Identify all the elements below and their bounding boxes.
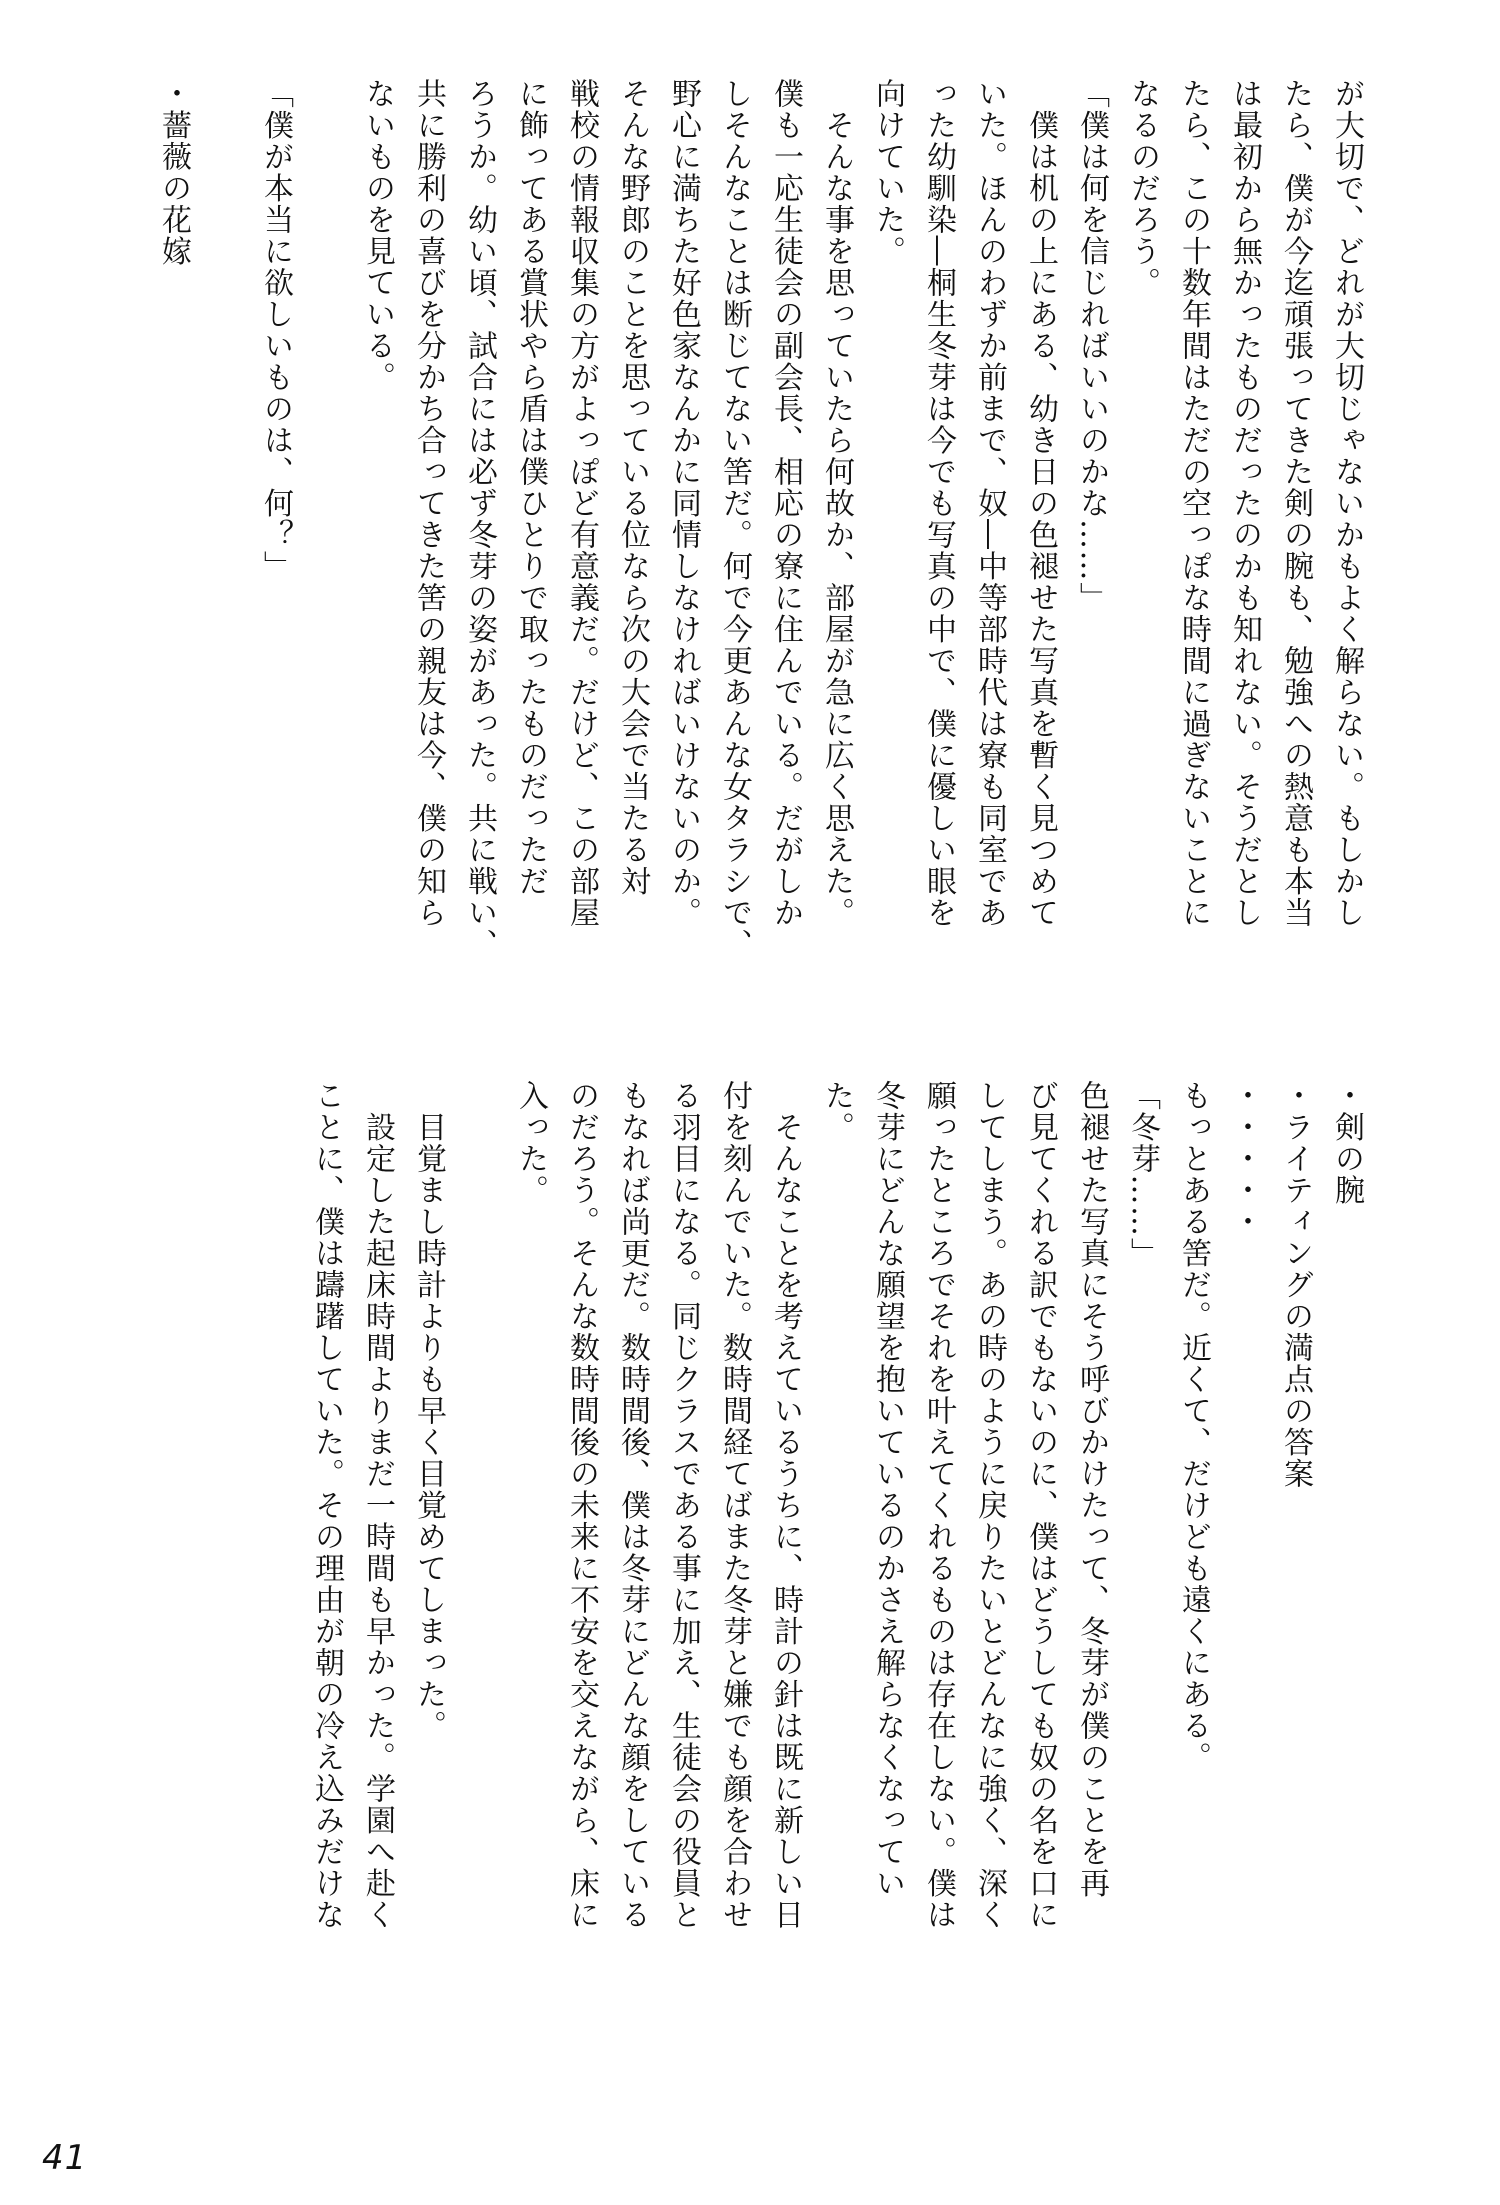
text-column: してしまう。あの時のように戻りたいとどんなに強く、深く <box>972 1080 1007 1931</box>
text-column: が大切で、どれが大切じゃないかもよく解らない。もしかし <box>1329 78 1364 929</box>
text-column: いた。ほんのわずか前まで、奴―中等部時代は寮も同室であ <box>972 78 1007 929</box>
text-column: 設定した起床時間よりまだ一時間も早かった。学園へ赴く <box>360 1080 395 1931</box>
text-column: そんなことを考えているうちに、時計の針は既に新しい日 <box>768 1080 803 1931</box>
text-column: 色褪せた写真にそう呼びかけたって、冬芽が僕のことを再 <box>1074 1080 1109 1899</box>
text-column: 入った。 <box>513 1080 548 1206</box>
text-column: た。 <box>819 1080 854 1143</box>
page-number: 41 <box>42 2138 88 2178</box>
text-column: 向けていた。 <box>870 78 905 267</box>
text-column: 願ったところでそれを叶えてくれるものは存在しない。僕は <box>921 1080 956 1931</box>
text-column <box>454 1080 505 1995</box>
text-column: 付を刻んでいた。数時間経てばまた冬芽と嫌でも顔を合わせ <box>717 1080 752 1931</box>
text-column: 僕は机の上にある、幼き日の色褪せた写真を暫く見つめて <box>1023 78 1058 929</box>
text-block-bottom <box>132 1080 1372 1995</box>
text-column: そんな事を思っていたら何故か、部屋が急に広く思えた。 <box>819 78 854 929</box>
text-column: 戦校の情報収集の方がよっぽど有意義だ。だけど、この部屋 <box>564 78 599 929</box>
text-column: たら、この十数年間はただの空っぽな時間に過ぎないことに <box>1176 78 1211 929</box>
text-column: そんな野郎のことを思っている位なら次の大会で当たる対 <box>615 78 650 897</box>
text-column: もっとある筈だ。近くて、だけども遠くにある。 <box>1176 1080 1211 1773</box>
text-column: に飾ってある賞状やら盾は僕ひとりで取ったものだっただ <box>513 78 548 897</box>
text-column: ろうか。幼い頃、試合には必ず冬芽の姿があった。共に戦い、 <box>462 78 497 960</box>
text-column: 僕も一応生徒会の副会長、相応の寮に住んでいる。だがしか <box>768 78 803 929</box>
text-column: ないものを見ている。 <box>360 78 395 393</box>
text-column: のだろう。そんな数時間後の未来に不安を交えながら、床に <box>564 1080 599 1931</box>
text-column: は最初から無かったものだったのかも知れない。そうだとし <box>1227 78 1262 929</box>
text-column: る羽目になる。同じクラスである事に加え、生徒会の役員と <box>666 1080 701 1931</box>
text-column: び見てくれる訳でもないのに、僕はどうしても奴の名を口に <box>1023 1080 1058 1931</box>
text-column: しそんなことは断じてない筈だ。何で今更あんな女タラシで、 <box>717 78 752 960</box>
text-column: 目覚まし時計よりも早く目覚めてしまった。 <box>411 1080 446 1742</box>
text-block-top <box>132 78 1372 993</box>
text-column: った幼馴染―桐生冬芽は今でも写真の中で、僕に優しい眼を <box>921 78 956 929</box>
text-column: なるのだろう。 <box>1125 78 1160 299</box>
text-column: ・剣の腕 <box>1329 1080 1364 1206</box>
text-column: ・・・・・ <box>1227 1080 1262 1238</box>
text-column: もなれば尚更だ。数時間後、僕は冬芽にどんな顔をしている <box>615 1080 650 1931</box>
text-column: ことに、僕は躊躇していた。その理由が朝の冷え込みだけな <box>309 1080 344 1931</box>
text-column: たら、僕が今迄頑張ってきた剣の腕も、勉強への熱意も本当 <box>1278 78 1313 929</box>
text-column: 野心に満ちた好色家なんかに同情しなければいけないのか。 <box>666 78 701 929</box>
text-column: 共に勝利の喜びを分かち合ってきた筈の親友は今、僕の知ら <box>411 78 446 929</box>
text-column: 「僕は何を信じればいいのかな……」 <box>1074 78 1109 614</box>
text-column: ・薔薇の花嫁 <box>156 78 191 267</box>
text-column: 「冬芽……」 <box>1125 1080 1160 1269</box>
text-column: 冬芽にどんな願望を抱いているのかさえ解らなくなってい <box>870 1080 905 1899</box>
text-column: 「僕が本当に欲しいものは、何？」 <box>258 78 293 582</box>
text-column <box>199 78 250 993</box>
text-column: ・ライティングの満点の答案 <box>1278 1080 1313 1490</box>
text-column <box>301 78 352 993</box>
